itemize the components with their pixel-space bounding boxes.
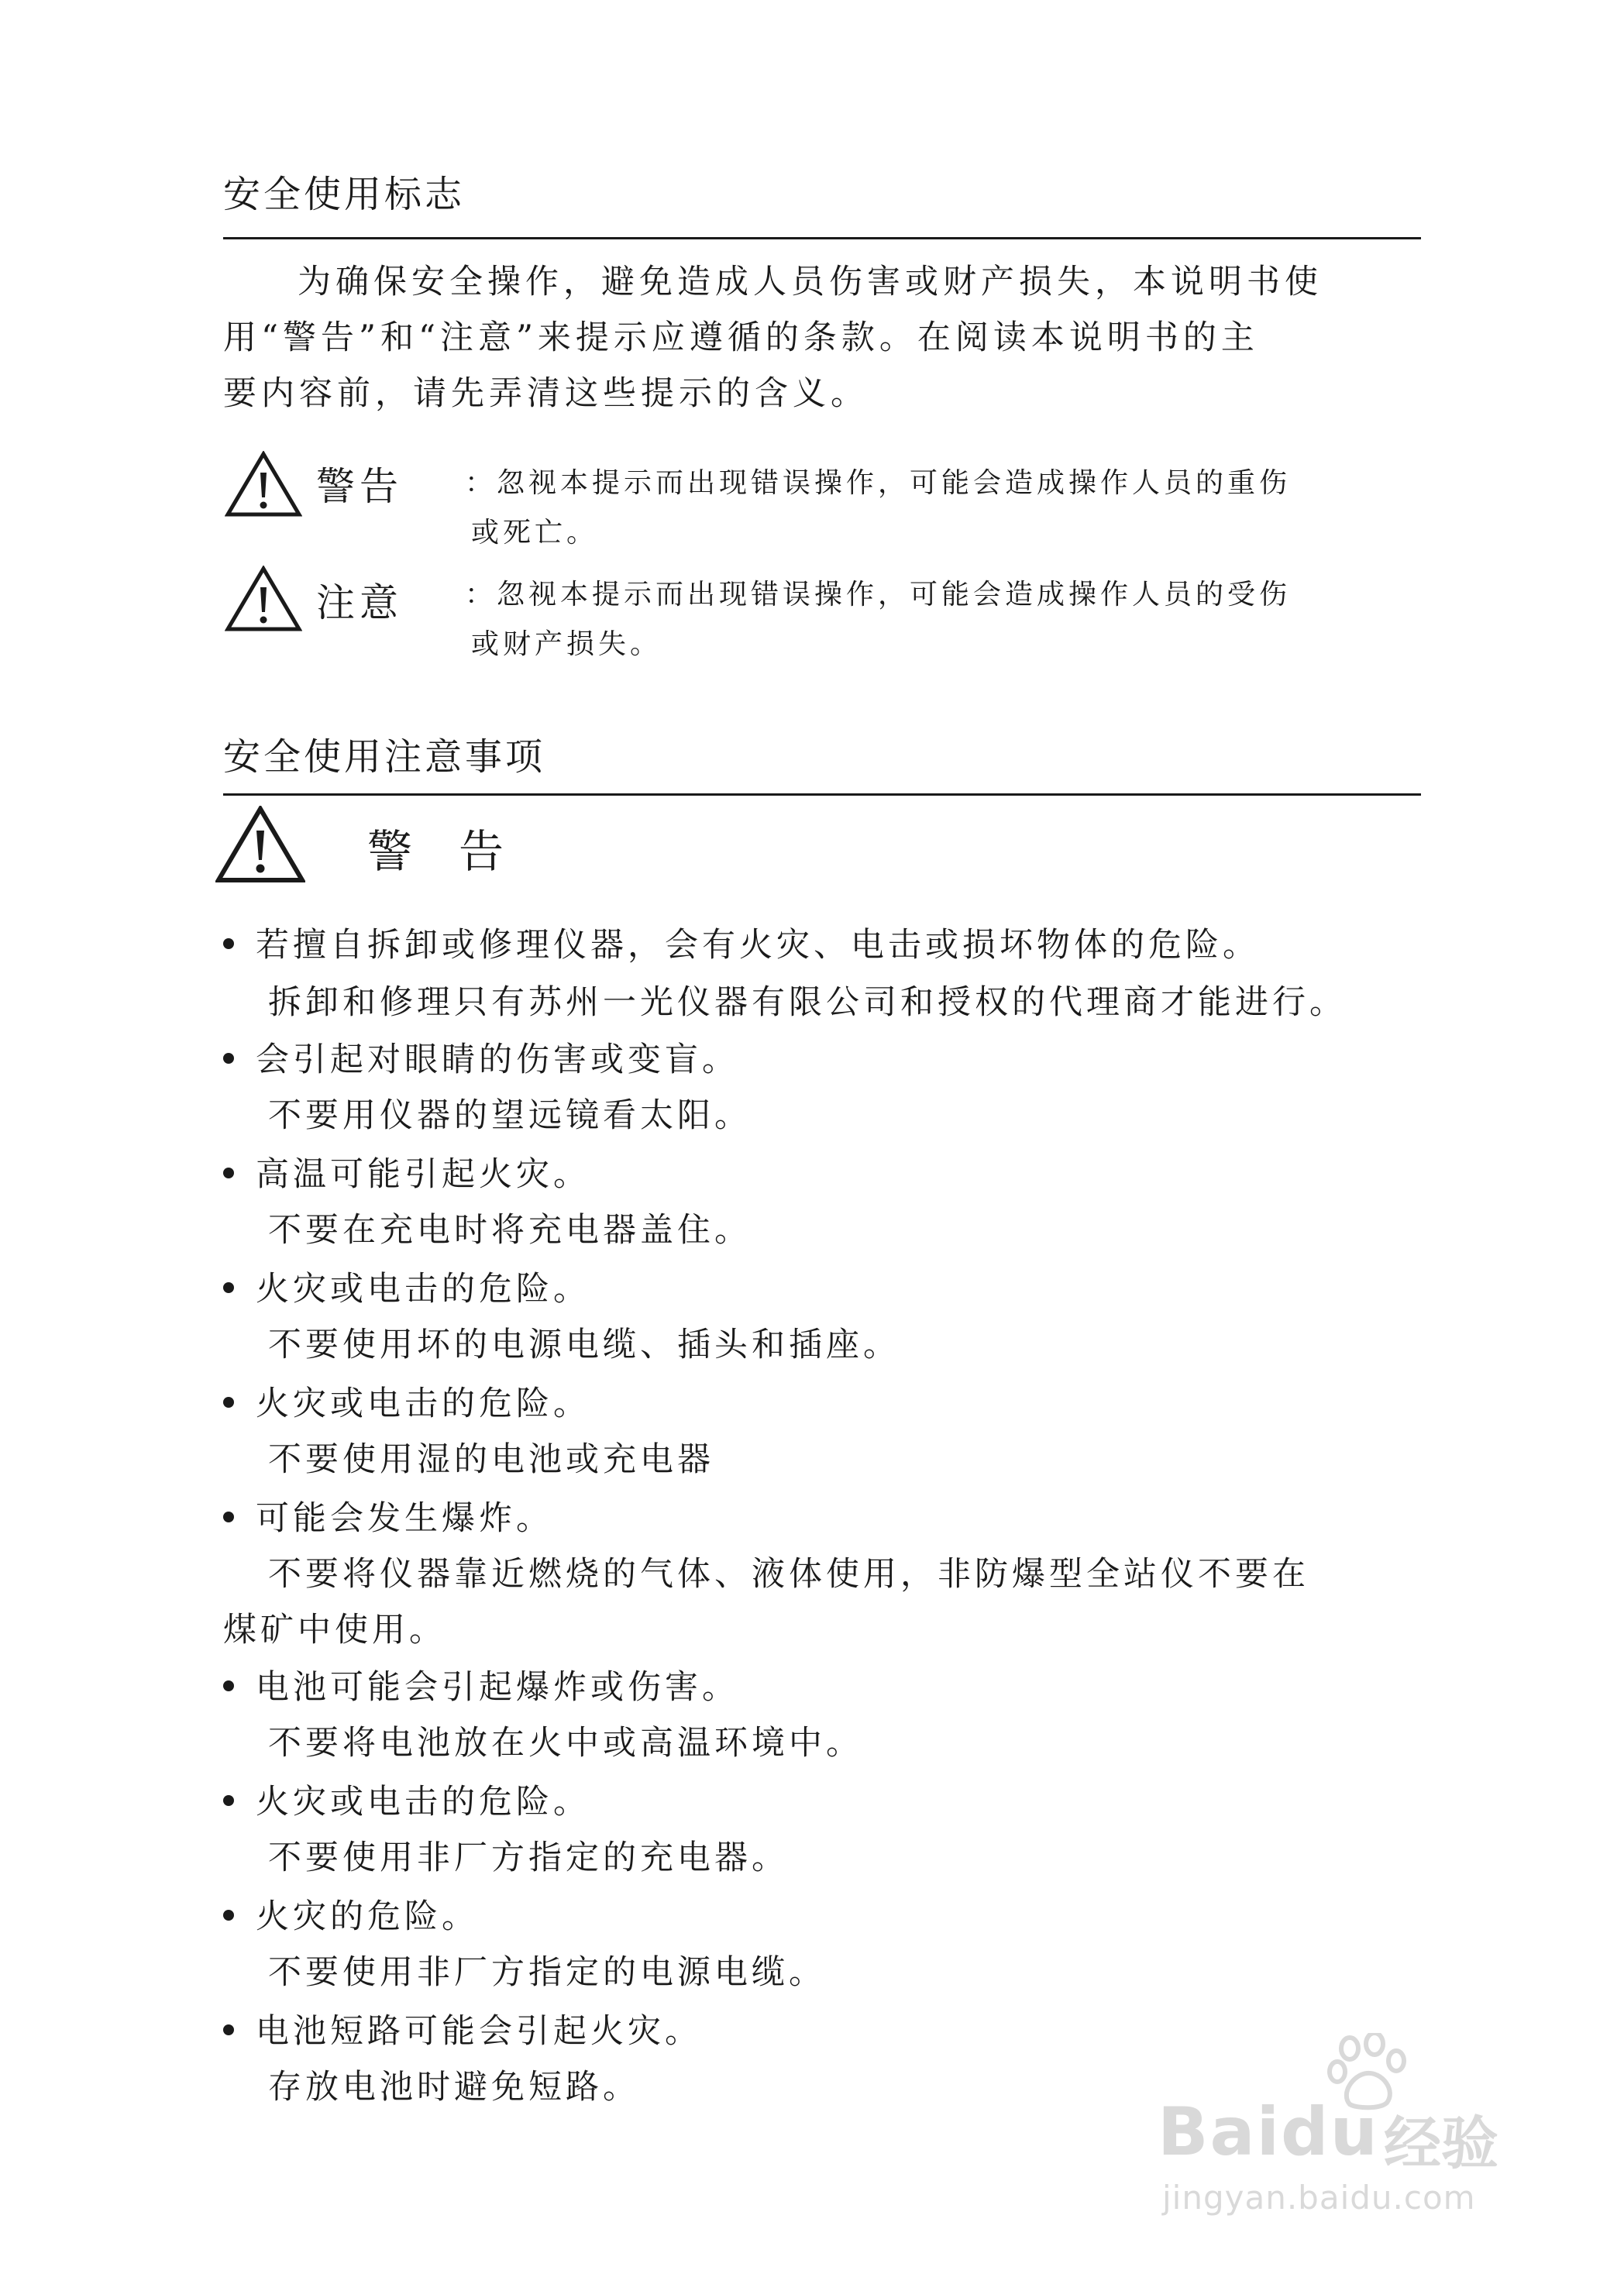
warning-item-2: 会引起对眼睛的伤害或变盲。 xyxy=(256,1041,739,1079)
legend-desc-caution-2: 或财产损失。 xyxy=(471,628,662,660)
watermark-brand: Baidu xyxy=(1158,2093,1379,2171)
legend-desc-caution-1: ：忽视本提示而出现错误操作，可能会造成操作人员的受伤 xyxy=(465,579,1292,611)
bullet-dot xyxy=(223,1680,234,1691)
section-title-safety-marks: 安全使用标志 xyxy=(223,173,466,216)
intro-line-1: 为确保安全操作，避免造成人员伤害或财产损失，本说明书使 xyxy=(298,263,1323,301)
bullet-dot xyxy=(223,1282,234,1293)
warning-item-1: 若擅自拆卸或修理仪器，会有火灾、电击或损坏物体的危险。 xyxy=(256,926,1260,965)
warning-item-10-detail: 存放电池时避免短路。 xyxy=(268,2068,640,2107)
bullet-dot xyxy=(223,1795,234,1806)
warning-item-6-detail-cont: 煤矿中使用。 xyxy=(223,1611,446,1649)
warning-item-5: 火灾或电击的危险。 xyxy=(256,1385,590,1423)
warning-item-10: 电池短路可能会引起火灾。 xyxy=(256,2012,702,2051)
warning-item-2-detail: 不要用仪器的望远镜看太阳。 xyxy=(268,1096,752,1135)
warning-triangle-icon xyxy=(225,566,302,632)
warning-item-3-detail: 不要在充电时将充电器盖住。 xyxy=(268,1211,752,1250)
bullet-dot xyxy=(223,1053,234,1064)
bullet-dot xyxy=(223,2024,234,2035)
bullet-dot xyxy=(223,938,234,949)
warning-item-8-detail: 不要使用非厂方指定的充电器。 xyxy=(268,1839,789,1877)
warning-item-3: 高温可能引起火灾。 xyxy=(256,1155,590,1194)
watermark-product: 经验 xyxy=(1384,2110,1498,2177)
warning-item-6: 可能会发生爆炸。 xyxy=(256,1499,553,1538)
bullet-dot xyxy=(223,1910,234,1921)
warning-item-7: 电池可能会引起爆炸或伤害。 xyxy=(256,1668,739,1707)
watermark-url: jingyan.baidu.com xyxy=(1162,2179,1476,2217)
warning-block-title: 警告 xyxy=(367,825,551,878)
section-divider xyxy=(223,793,1421,796)
legend-desc-warning-2: 或死亡。 xyxy=(471,517,599,549)
warning-item-4: 火灾或电击的危险。 xyxy=(256,1270,590,1309)
legend-desc-warning-1: ：忽视本提示而出现错误操作，可能会造成操作人员的重伤 xyxy=(465,467,1292,499)
warning-item-4-detail: 不要使用坏的电源电缆、插头和插座。 xyxy=(268,1326,900,1364)
legend-label-caution: 注意 xyxy=(316,580,403,625)
warning-item-1-detail: 拆卸和修理只有苏州一光仪器有限公司和授权的代理商才能进行。 xyxy=(268,983,1347,1022)
intro-line-3: 要内容前，请先弄清这些提示的含义。 xyxy=(223,374,869,413)
bullet-dot xyxy=(223,1397,234,1408)
intro-line-2: 用“警告”和“注意”来提示应遵循的条款。在阅读本说明书的主 xyxy=(223,318,1259,357)
section-title-safety-precautions: 安全使用注意事项 xyxy=(223,735,546,779)
bullet-dot xyxy=(223,1168,234,1178)
bullet-dot xyxy=(223,1512,234,1522)
warning-item-7-detail: 不要将电池放在火中或高温环境中。 xyxy=(268,1724,863,1763)
section-divider xyxy=(223,237,1421,239)
warning-item-5-detail: 不要使用湿的电池或充电器 xyxy=(268,1440,714,1479)
warning-triangle-icon xyxy=(215,806,305,883)
legend-label-warning: 警告 xyxy=(316,464,403,509)
warning-item-9-detail: 不要使用非厂方指定的电源电缆。 xyxy=(268,1953,826,1992)
warning-item-8: 火灾或电击的危险。 xyxy=(256,1783,590,1821)
warning-item-6-detail: 不要将仪器靠近燃烧的气体、液体使用，非防爆型全站仪不要在 xyxy=(268,1555,1309,1594)
warning-triangle-icon xyxy=(225,451,302,518)
warning-item-9: 火灾的危险。 xyxy=(256,1897,479,1936)
